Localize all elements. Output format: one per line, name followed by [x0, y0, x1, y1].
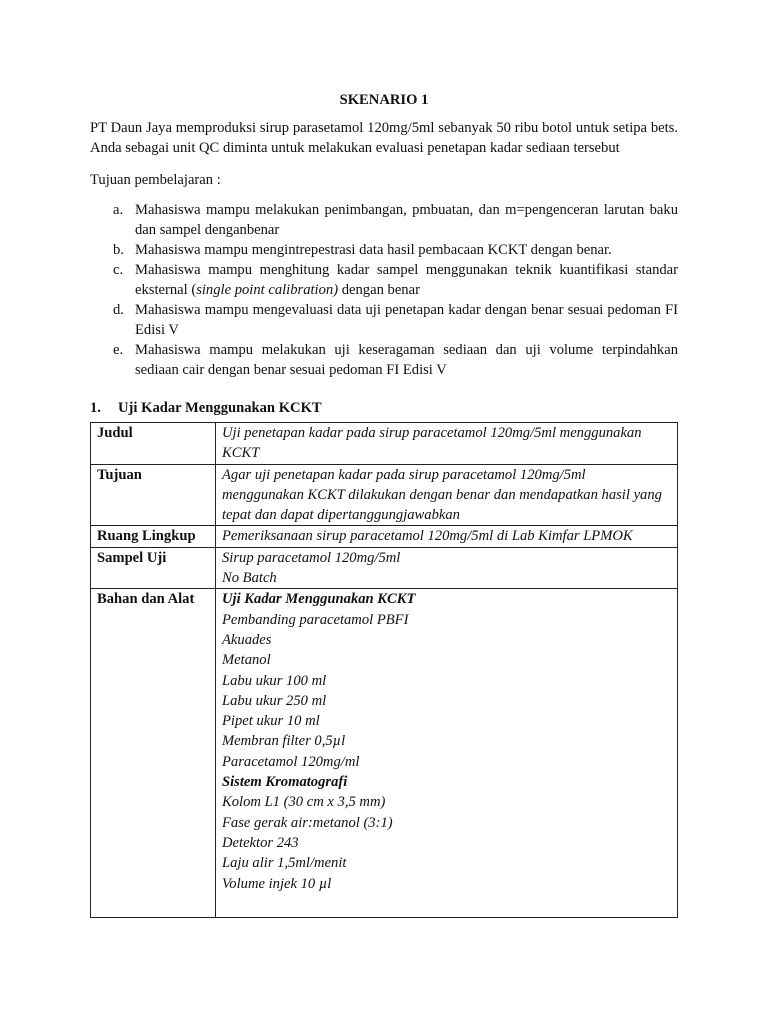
bahan-line: Fase gerak air:metanol (3:1) [222, 814, 393, 831]
objective-item [90, 260, 678, 300]
objective-item [90, 200, 678, 240]
intro-paragraph: PT Daun Jaya memproduksi sirup parasetamol 120mg/5ml sebanyak 50 ribu botol untuk setipa bets. Anda sebagai unit QC diminta untuk melakukan evaluasi penetapan kadar sediaan tersebut [90, 120, 678, 156]
bahan-line: Labu ukur 100 ml [222, 672, 327, 689]
bahan-subheading: Uji Kadar Menggunakan KCKT [222, 591, 416, 608]
objective-item [90, 300, 678, 340]
sampel-uji-label: Sampel Uji [91, 547, 216, 589]
table-row [91, 464, 678, 526]
bahan-alat-label: Bahan dan Alat [91, 589, 216, 918]
document-title: SKENARIO 1 [339, 92, 429, 108]
bahan-line: Volume injek 10 µl [222, 875, 332, 892]
judul-value: Uji penetapan kadar pada sirup paracetamol 120mg/5ml menggunakan KCKT [216, 423, 678, 465]
bahan-line: Pembanding paracetamol PBFI [222, 611, 409, 628]
bahan-subheading: Sistem Kromatografi [222, 774, 348, 791]
table-row [91, 589, 678, 918]
document-page [90, 90, 678, 918]
objective-marker: a. [113, 202, 124, 218]
bahan-line: Labu ukur 250 ml [222, 692, 327, 709]
objective-marker: b. [113, 242, 124, 258]
objective-text: Mahasiswa mampu melakukan penimbangan, pmbuatan, dan m=pengenceran larutan baku dan sampel denganbenar [135, 202, 678, 238]
objective-text-before: Mahasiswa mampu menghitung kadar sampel menggunakan teknik kuantifikasi standar eksternal ( [135, 262, 678, 298]
table-row [91, 423, 678, 465]
bahan-line: Metanol [222, 652, 271, 669]
objective-text: Mahasiswa mampu mengintrepestrasi data hasil pembacaan KCKT dengan benar. [135, 242, 612, 258]
bahan-line: Laju alir 1,5ml/menit [222, 855, 347, 872]
section-number: 1. [90, 400, 101, 416]
objective-text-italic: single point calibration) [196, 282, 339, 298]
sampel-uji-value [216, 547, 678, 589]
protocol-table [90, 422, 678, 918]
objectives-list [90, 200, 678, 380]
tujuan-label: Tujuan [91, 464, 216, 526]
judul-label: Judul [91, 423, 216, 465]
table-row [91, 526, 678, 547]
objective-item [90, 240, 678, 260]
bahan-line: Membran filter 0,5µl [222, 733, 346, 750]
objective-text-after: dengan benar [338, 282, 420, 298]
bahan-line: Pipet ukur 10 ml [222, 713, 320, 730]
objective-text: Mahasiswa mampu melakukan uji keseragaman sediaan dan uji volume terpindahkan sediaan cair dengan benar sesuai pedoman FI Edisi V [135, 342, 678, 378]
objective-text: Mahasiswa mampu mengevaluasi data uji penetapan kadar dengan benar sesuai pedoman FI Edisi V [135, 302, 678, 338]
tujuan-value: Agar uji penetapan kadar pada sirup paracetamol 120mg/5ml menggunakan KCKT dilakukan dengan benar dan mendapatkan hasil yang tepat dan dapat dipertanggungjawabkan [216, 464, 678, 526]
objective-marker: d. [113, 302, 124, 318]
sampel-line: No Batch [222, 570, 277, 587]
section-heading [90, 398, 678, 418]
objectives-label: Tujuan pembelajaran : [90, 172, 221, 188]
section-heading-text: Uji Kadar Menggunakan KCKT [118, 400, 322, 416]
bahan-line: Paracetamol 120mg/ml [222, 753, 360, 770]
bahan-line: Akuades [222, 631, 272, 648]
objective-item [90, 340, 678, 380]
ruang-lingkup-value: Pemeriksanaan sirup paracetamol 120mg/5ml di Lab Kimfar LPMOK [216, 526, 678, 547]
sampel-line: Sirup paracetamol 120mg/5ml [222, 549, 401, 566]
bahan-line: Kolom L1 (30 cm x 3,5 mm) [222, 794, 386, 811]
objective-marker: e. [113, 342, 124, 358]
bahan-alat-value [216, 589, 678, 918]
table-row [91, 547, 678, 589]
ruang-lingkup-label: Ruang Lingkup [91, 526, 216, 547]
objective-marker: c. [113, 262, 124, 278]
bahan-line: Detektor 243 [222, 834, 299, 851]
